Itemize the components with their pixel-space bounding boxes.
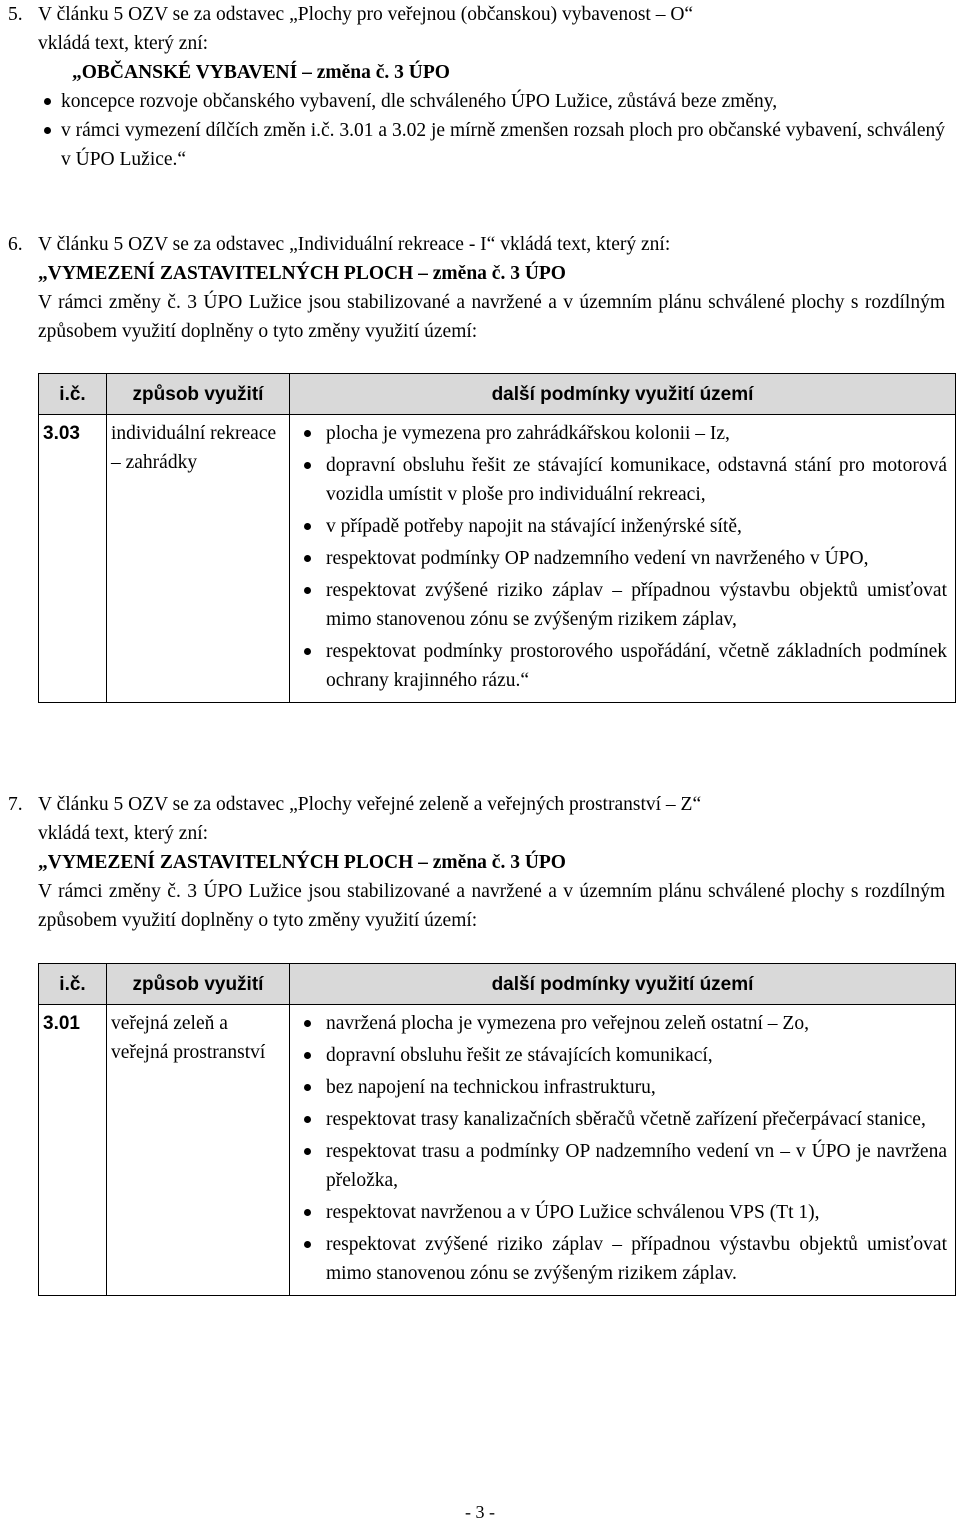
- column-header: další podmínky využití území: [290, 374, 956, 415]
- section-line: V článku 5 OZV se za odstavec „Individuální rekreace - I“ vkládá text, který zní:: [38, 234, 671, 255]
- zone-table-3-01: [38, 963, 956, 1296]
- list-item: v rámci vymezení dílčích změn i.č. 3.01 a 3.02 je mírně zmenšen rozsah ploch pro občanské vybavení, schválený v ÚPO Lužice.“: [8, 116, 945, 174]
- section-line: vkládá text, který zní:: [38, 33, 209, 54]
- condition-item: dopravní obsluhu řešit ze stávajících komunikací,: [302, 1041, 947, 1070]
- section-heading: „OBČANSKÉ VYBAVENÍ – změna č. 3 ÚPO: [72, 62, 450, 83]
- section-number: 7.: [8, 794, 23, 815]
- condition-item: respektovat podmínky OP nadzemního vedení vn navrženého v ÚPO,: [302, 544, 947, 573]
- section-line: V článku 5 OZV se za odstavec „Plochy pro veřejnou (občanskou) vybavenost – O“: [38, 4, 694, 25]
- condition-item: respektovat trasy kanalizačních sběračů včetně zařízení přečerpávací stanice,: [302, 1105, 947, 1134]
- section-intro: V rámci změny č. 3 ÚPO Lužice jsou stabilizované a navržené a v územním plánu schválené plochy s rozdílným způsobem využití doplněny o tyto změny využití území:: [38, 292, 945, 342]
- condition-item: respektovat navrženou a v ÚPO Lužice schválenou VPS (Tt 1),: [302, 1198, 947, 1227]
- section-heading: „VYMEZENÍ ZASTAVITELNÝCH PLOCH – změna č. 3 ÚPO: [38, 263, 566, 284]
- table-row: [39, 415, 956, 703]
- zone-conditions: [290, 1005, 956, 1296]
- zone-code: 3.03: [39, 415, 107, 703]
- section-line: vkládá text, který zní:: [38, 823, 209, 844]
- condition-item: bez napojení na technickou infrastrukturu,: [302, 1073, 947, 1102]
- column-header: další podmínky využití území: [290, 964, 956, 1005]
- zone-table-3-03: [38, 373, 956, 703]
- zone-conditions: [290, 415, 956, 703]
- condition-item: respektovat podmínky prostorového uspořádání, včetně základních podmínek ochrany krajinného rázu.“: [302, 637, 947, 695]
- condition-item: plocha je vymezena pro zahrádkářskou kolonii – Iz,: [302, 419, 947, 448]
- table-header-row: [39, 374, 956, 415]
- column-header: i.č.: [39, 374, 107, 415]
- condition-item: respektovat trasu a podmínky OP nadzemního vedení vn – v ÚPO je navržena přeložka,: [302, 1137, 947, 1195]
- table-row: [39, 1005, 956, 1296]
- column-header: způsob využití: [107, 374, 290, 415]
- zone-use: veřejná zeleň a veřejná prostranství: [107, 1005, 290, 1296]
- column-header: i.č.: [39, 964, 107, 1005]
- zone-code: 3.01: [39, 1005, 107, 1296]
- section-6: [8, 230, 945, 346]
- condition-item: navržená plocha je vymezena pro veřejnou zeleň ostatní – Zo,: [302, 1009, 947, 1038]
- section-line: V článku 5 OZV se za odstavec „Plochy veřejné zeleně a veřejných prostranství – Z“: [38, 794, 702, 815]
- bullet-list: [8, 87, 945, 174]
- column-header: způsob využití: [107, 964, 290, 1005]
- condition-item: respektovat zvýšené riziko záplav – případnou výstavbu objektů umisťovat mimo stanovenou zónu se zvýšeným rizikem záplav,: [302, 576, 947, 634]
- condition-item: respektovat zvýšené riziko záplav – případnou výstavbu objektů umisťovat mimo stanovenou zónu se zvýšeným rizikem záplav.: [302, 1230, 947, 1288]
- condition-item: dopravní obsluhu řešit ze stávající komunikace, odstavná stání pro motorová vozidla umístit v ploše pro individuální rekreaci,: [302, 451, 947, 509]
- list-item: koncepce rozvoje občanského vybavení, dle schváleného ÚPO Lužice, zůstává beze změny,: [8, 87, 945, 116]
- section-heading: „VYMEZENÍ ZASTAVITELNÝCH PLOCH – změna č. 3 ÚPO: [38, 852, 566, 873]
- table-header-row: [39, 964, 956, 1005]
- section-number: 5.: [8, 4, 23, 25]
- zone-use: individuální rekreace – zahrádky: [107, 415, 290, 703]
- section-number: 6.: [8, 234, 23, 255]
- section-7: [8, 790, 945, 935]
- condition-item: v případě potřeby napojit na stávající inženýrské sítě,: [302, 512, 947, 541]
- section-intro: V rámci změny č. 3 ÚPO Lužice jsou stabilizované a navržené a v územním plánu schválené plochy s rozdílným způsobem využití doplněny o tyto změny využití území:: [38, 881, 945, 931]
- page-number: - 3 -: [465, 1502, 495, 1522]
- section-5: [8, 0, 945, 174]
